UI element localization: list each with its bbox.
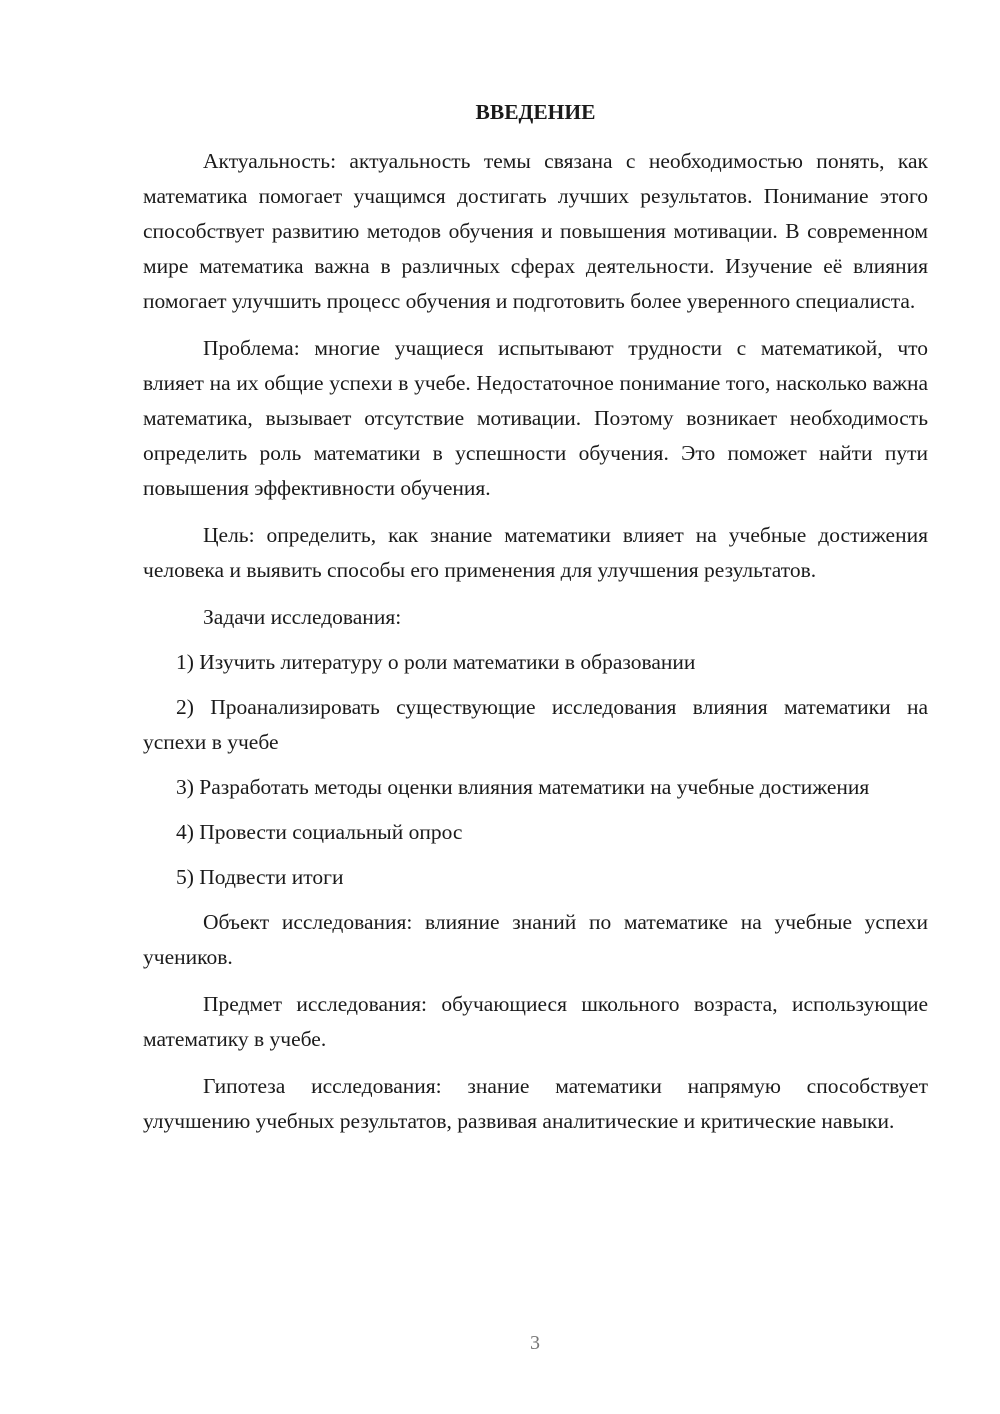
object-paragraph: Объект исследования: влияние знаний по математике на учебные успехи учеников.: [143, 910, 928, 969]
subject-paragraph: Предмет исследования: обучающиеся школьного возраста, использующие математику в учебе.: [143, 992, 928, 1051]
task-item: 3) Разработать методы оценки влияния математики на учебные достижения: [176, 775, 870, 799]
task-item: 1) Изучить литературу о роли математики в образовании: [176, 650, 696, 674]
task-item: 5) Подвести итоги: [176, 865, 344, 889]
task-item: 2) Проанализировать существующие исследования влияния математики на успехи в учебе: [143, 695, 928, 754]
task-item: 4) Провести социальный опрос: [176, 820, 463, 844]
page-content: [143, 95, 928, 1139]
page-number: 3: [530, 1332, 540, 1354]
section-heading: ВВЕДЕНИЕ: [475, 100, 596, 124]
hypothesis-paragraph: Гипотеза исследования: знание математики напрямую способствует улучшению учебных результатов, развивая аналитические и критические навыки.: [143, 1074, 928, 1133]
relevance-paragraph: Актуальность: актуальность темы связана с необходимостью понять, как математика помогает учащимся достигать лучших результатов. Понимание этого способствует развитию методов обучения и повышения мотивации. В современном мире математика важна в различных сферах деятельности. Изучение её влияния помогает улучшить процесс обучения и подготовить более уверенного специалиста.: [143, 149, 928, 313]
goal-paragraph: Цель: определить, как знание математики влияет на учебные достижения человека и выявить способы его применения для улучшения результатов.: [143, 523, 928, 582]
problem-paragraph: Проблема: многие учащиеся испытывают трудности с математикой, что влияет на их общие успехи в учебе. Недостаточное понимание того, насколько важна математика, вызывает отсутствие мотивации. Поэтому возникает необходимость определить роль математики в успешности обучения. Это поможет найти пути повышения эффективности обучения.: [143, 336, 928, 500]
tasks-heading: Задачи исследования:: [203, 605, 402, 629]
